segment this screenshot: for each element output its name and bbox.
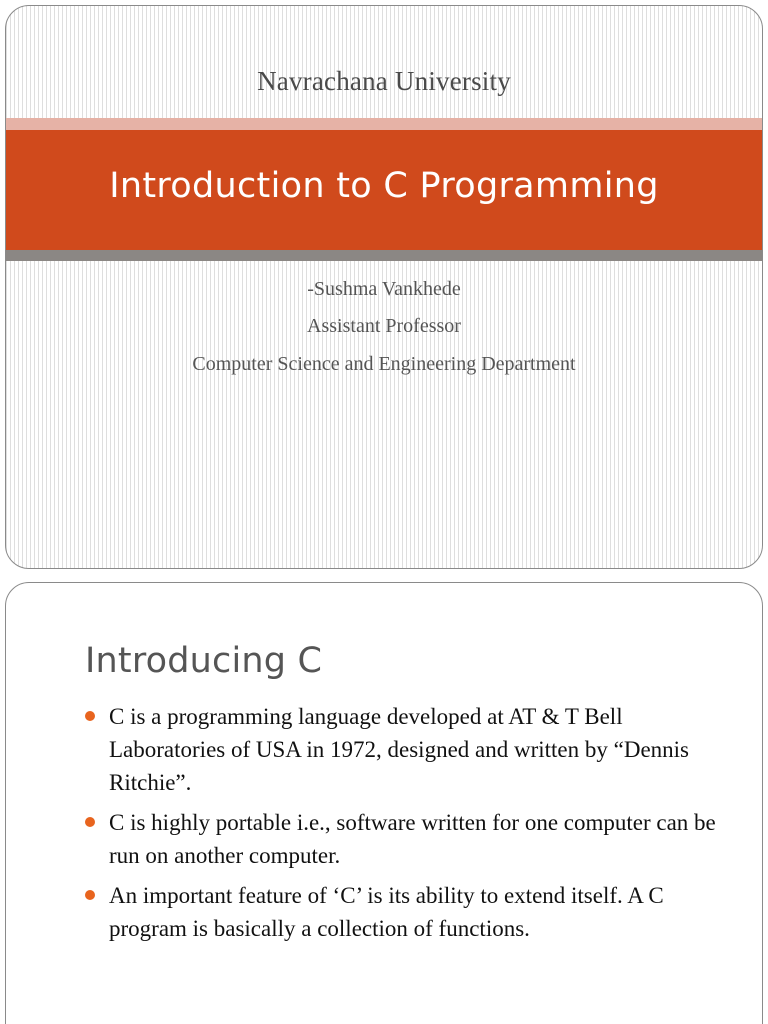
university-name: Navrachana University [257,66,511,96]
list-item-text: An important feature of ‘C’ is its ability to extend itself. A C program is basically a collection of functions. [109,883,664,941]
bullet-dot-icon [85,817,95,827]
author-department: Computer Science and Engineering Department [192,353,576,375]
bullet-dot-icon [85,711,95,721]
list-item [85,700,725,799]
bullet-dot-icon [85,890,95,900]
title-slide [5,5,763,569]
author-name: -Sushma Vankhede [307,278,461,300]
content-slide [5,582,763,1024]
list-item-text: C is a programming language developed at AT & T Bell Laboratories of USA in 1972, designed and written by “Dennis Ritchie”. [109,704,689,795]
list-item-text: C is highly portable i.e., software written for one computer can be run on another computer. [109,810,716,868]
slide-title: Introduction to C Programming [109,166,659,206]
list-item [85,879,725,945]
list-item [85,806,725,872]
author-role: Assistant Professor [307,315,461,337]
slide-heading: Introducing C [85,641,323,681]
bullet-list [85,700,725,952]
title-band-bottom-stripe [6,250,762,261]
title-band-top-stripe [6,118,762,130]
